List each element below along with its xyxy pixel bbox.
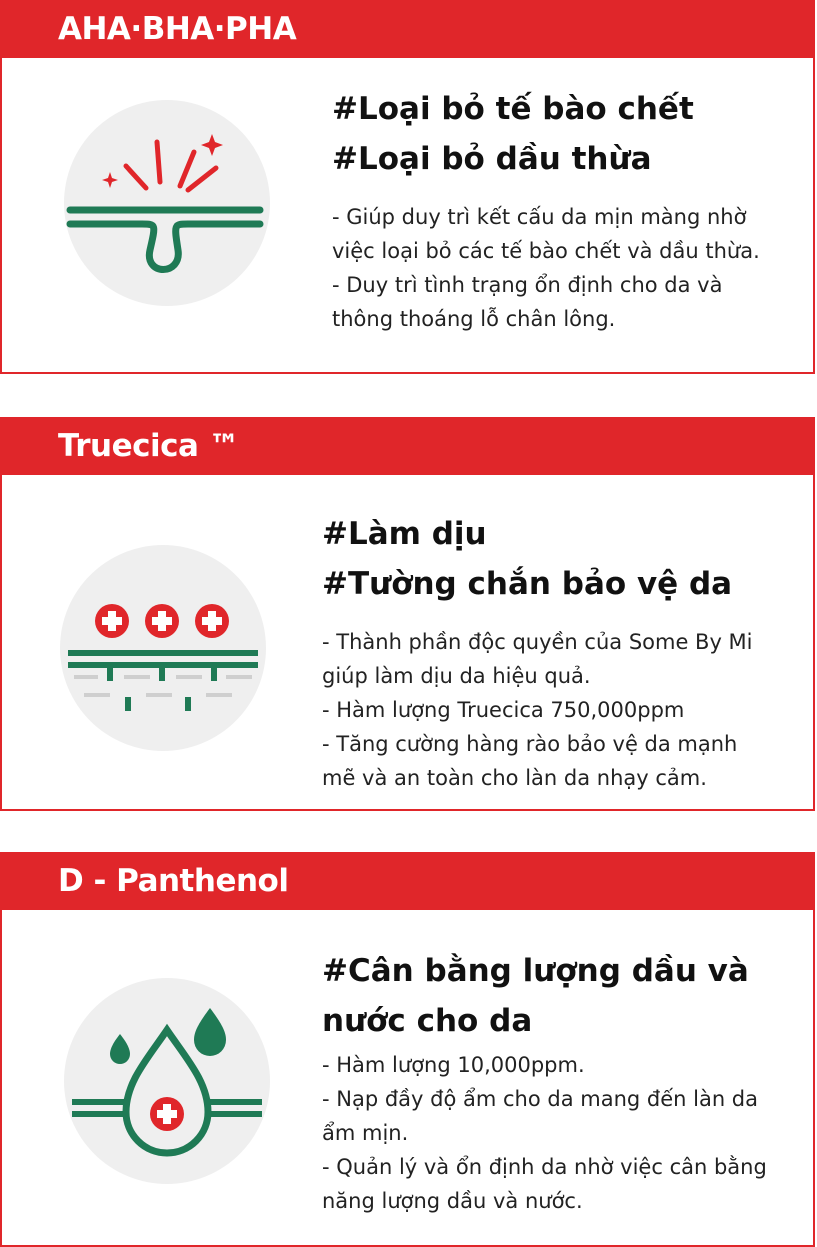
title-line: #Loại bỏ tế bào chết (332, 91, 694, 127)
card-title (322, 946, 767, 1046)
title-line: #Cân bằng lượng dầu và (322, 953, 749, 989)
card-header: Truecica ™ (0, 417, 815, 475)
desc-line: việc loại bỏ các tế bào chết và dầu thừa. (332, 239, 760, 263)
pore-exfoliation-icon (64, 100, 270, 306)
ingredient-card-truecica (0, 417, 815, 811)
card-text (332, 84, 760, 336)
desc-line: ẩm mịn. (322, 1121, 409, 1145)
card-description (322, 1048, 767, 1218)
card-title (332, 84, 760, 184)
card-description (322, 625, 753, 795)
card-body (0, 58, 815, 374)
desc-line: - Tăng cường hàng rào bảo vệ da mạnh (322, 732, 738, 756)
title-line: #Làm dịu (322, 516, 487, 552)
card-title (322, 509, 753, 609)
title-line: #Loại bỏ dầu thừa (332, 141, 652, 177)
card-description (332, 200, 760, 336)
desc-line: - Nạp đầy độ ẩm cho da mang đến làn da (322, 1087, 759, 1111)
card-header: AHA·BHA·PHA (0, 0, 815, 58)
title-line: #Tường chắn bảo vệ da (322, 566, 733, 602)
desc-line: - Duy trì tình trạng ổn định cho da và (332, 273, 723, 297)
desc-line: năng lượng dầu và nước. (322, 1189, 583, 1213)
card-body (0, 910, 815, 1247)
card-header: D - Panthenol (0, 852, 815, 910)
desc-line: giúp làm dịu da hiệu quả. (322, 664, 591, 688)
skin-barrier-icon (60, 545, 266, 751)
desc-line: - Quản lý và ổn định da nhờ việc cân bằng (322, 1155, 767, 1179)
ingredient-card-aha-bha-pha (0, 0, 815, 374)
desc-line: - Hàm lượng 10,000ppm. (322, 1053, 585, 1077)
ingredient-card-d-panthenol (0, 852, 815, 1247)
desc-line: mẽ và an toàn cho làn da nhạy cảm. (322, 766, 707, 790)
card-text (322, 946, 767, 1218)
desc-line: thông thoáng lỗ chân lông. (332, 307, 616, 331)
desc-line: - Hàm lượng Truecica 750,000ppm (322, 698, 685, 722)
card-text (322, 509, 753, 795)
moisture-drop-icon (64, 978, 270, 1184)
desc-line: - Thành phần độc quyền của Some By Mi (322, 630, 753, 654)
desc-line: - Giúp duy trì kết cấu da mịn màng nhờ (332, 205, 747, 229)
title-line: nước cho da (322, 1003, 533, 1039)
card-body (0, 475, 815, 811)
